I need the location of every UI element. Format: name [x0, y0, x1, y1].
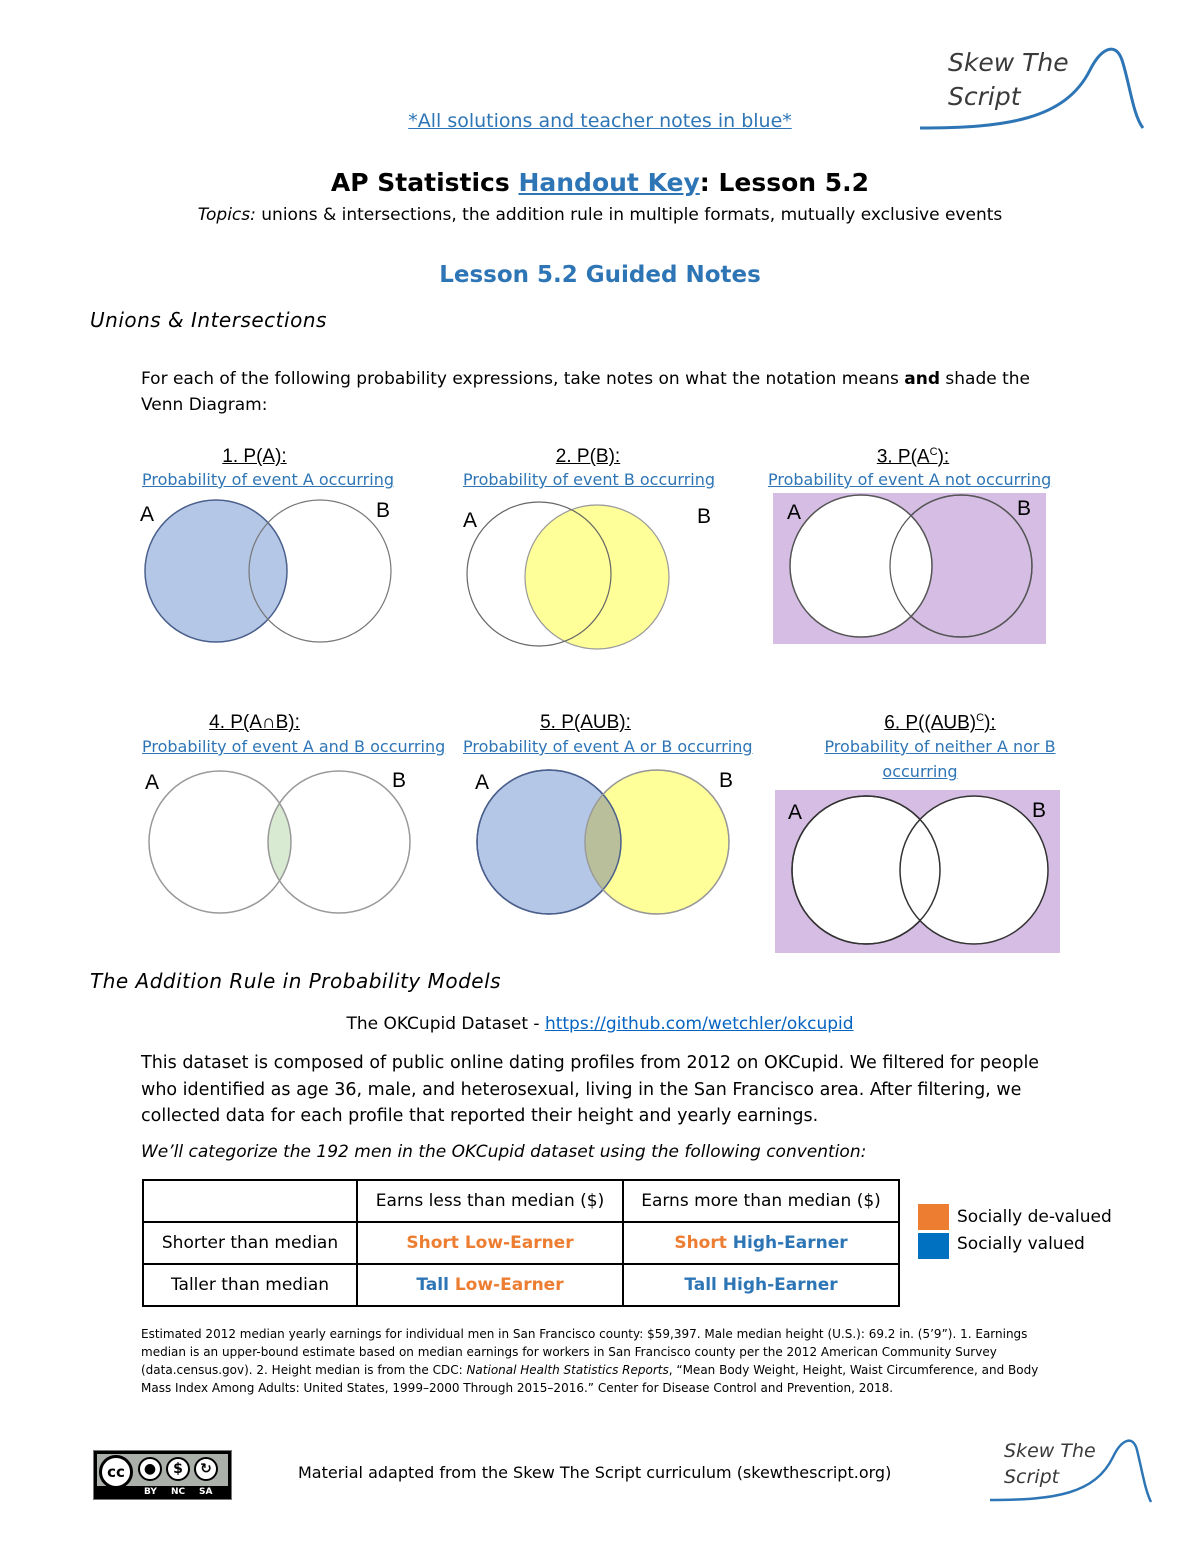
venn-5-description: Probability of event A or B occurring	[463, 737, 753, 756]
svg-text:A: A	[140, 503, 155, 526]
venn-6-diagram	[775, 790, 1060, 955]
svg-text:A: A	[463, 509, 478, 532]
logo-bottom-line2: Script	[1004, 1466, 1060, 1488]
dataset-description: This dataset is composed of public online dating profiles from 2012 on OKCupid. We filtered for people who identified as age 36, male, and heterosexual, living in the San Francisco area. After filtering, we collected data for each profile that reported their height and yearly earnings.	[141, 1053, 1040, 1126]
svg-text:B: B	[719, 769, 734, 792]
by-text: BY	[144, 1487, 157, 1497]
dataset-label: The OKCupid Dataset -	[346, 1014, 545, 1034]
instructions: For each of the following probability expressions, take notes on what the notation means and shade the Venn Diagram:	[141, 369, 1031, 415]
venn-1-description: Probability of event A occurring	[142, 470, 394, 489]
table-header-more: Earns more than median ($)	[623, 1180, 899, 1222]
venn-3-diagram	[773, 493, 1048, 645]
title-suffix: : Lesson 5.2	[699, 168, 870, 197]
cell-tall-high: Tall High-Earner	[623, 1264, 899, 1306]
section-heading-unions: Unions & Intersections	[90, 308, 327, 332]
sa-text: SA	[199, 1487, 213, 1497]
logo-bottom	[985, 1432, 1155, 1507]
logo-bottom-line1: Skew The	[1004, 1440, 1096, 1462]
table-row-short: Shorter than median	[143, 1222, 357, 1264]
page-title	[0, 168, 1200, 197]
venn-6-description-line1: Probability of neither A nor B	[824, 737, 1056, 756]
venn-6-label: 6. P((AUB)$^C$):	[884, 712, 996, 734]
table-header-empty	[143, 1180, 357, 1222]
section-heading-addition-rule: The Addition Rule in Probability Models	[90, 969, 502, 993]
nc-text: NC	[171, 1487, 186, 1497]
venn-2-diagram	[455, 495, 730, 660]
logo-text-line2: Script	[948, 82, 1021, 111]
svg-text:A: A	[787, 501, 802, 524]
logo-text-line1: Skew The	[948, 48, 1069, 77]
legend-valued: Socially valued	[957, 1234, 1085, 1254]
cell-tall-low: Tall Low-Earner	[357, 1264, 623, 1306]
svg-text:B: B	[1032, 799, 1047, 822]
cell-short-high: Short High-Earner	[623, 1222, 899, 1264]
topics-text: unions & intersections, the addition rule in multiple formats, mutually exclusive events	[255, 205, 1003, 225]
solutions-banner: *All solutions and teacher notes in blue*	[408, 110, 792, 132]
categorize-text: We’ll categorize the 192 men in the OKCupid dataset using the following convention:	[141, 1142, 867, 1162]
table-header-less: Earns less than median ($)	[357, 1180, 623, 1222]
legend-swatch-orange	[918, 1204, 949, 1230]
venn-3-label: 3. $P(A^C)$:	[876, 446, 950, 468]
venn-3-description: Probability of event A not occurring	[768, 470, 1052, 489]
venn-2-label: 2. P(B):	[555, 446, 621, 467]
cc-icon: cc	[99, 1455, 133, 1489]
title-link[interactable]: Handout Key	[518, 168, 700, 197]
svg-text:A: A	[475, 771, 490, 794]
svg-text:A: A	[145, 771, 160, 794]
svg-text:B: B	[1017, 497, 1032, 520]
footer-attribution: Material adapted from the Skew The Script curriculum (skewthescript.org)	[298, 1463, 892, 1482]
dataset-line	[0, 1014, 1200, 1034]
sa-icon: ↻	[194, 1457, 218, 1481]
logo-bottom-curve-icon	[985, 1432, 1155, 1507]
title-prefix: AP Statistics	[330, 168, 519, 197]
venn-4-diagram	[140, 763, 420, 923]
svg-text:B: B	[697, 505, 712, 528]
venn-1-label: 1. P(A):	[222, 446, 287, 467]
category-table	[142, 1179, 900, 1307]
legend-devalued: Socially de-valued	[957, 1207, 1112, 1227]
legend-swatch-blue	[918, 1233, 949, 1259]
topics-line	[0, 205, 1200, 225]
guided-notes-heading: Lesson 5.2 Guided Notes	[439, 262, 761, 288]
by-icon: ●	[138, 1457, 162, 1481]
venn-5-diagram	[465, 763, 745, 923]
venn-6-description-line2: occurring	[882, 762, 958, 781]
venn-2-description: Probability of event B occurring	[463, 470, 716, 489]
venn-5-label: 5. P(AUB):	[540, 712, 631, 733]
cc-license-badge	[93, 1450, 232, 1500]
svg-text:B: B	[376, 499, 391, 522]
venn-4-label: 4. P(A∩B):	[209, 712, 300, 733]
venn-1-diagram	[130, 495, 405, 655]
venn-4-description: Probability of event A and B occurring	[142, 737, 446, 756]
topics-label: Topics:	[197, 205, 256, 225]
svg-text:A: A	[788, 801, 803, 824]
table-row-tall: Taller than median	[143, 1264, 357, 1306]
dataset-link[interactable]: https://github.com/wetchler/okcupid	[544, 1014, 854, 1034]
svg-text:B: B	[392, 769, 407, 792]
cell-short-low: Short Low-Earner	[357, 1222, 623, 1264]
footnote: Estimated 2012 median yearly earnings for individual men in San Francisco county: $59,397. Male median height (U.S.): 69.2 in. (5’9”). 1. Earnings median is an upper-bound estimate based on median earnings for workers in San Francisco county per the 2012 American Community Survey (data.census.gov). 2. Height median is from the CDC: National Health Statistics Reports, “Mean Body Weight, Height, Waist Circumference, and Body Mass Index Among Adults: United States, 1999–2000 Through 2015–2016.” Center for Disease Control and Prevention, 2018.	[141, 1327, 1039, 1395]
nc-icon: $	[166, 1457, 190, 1481]
